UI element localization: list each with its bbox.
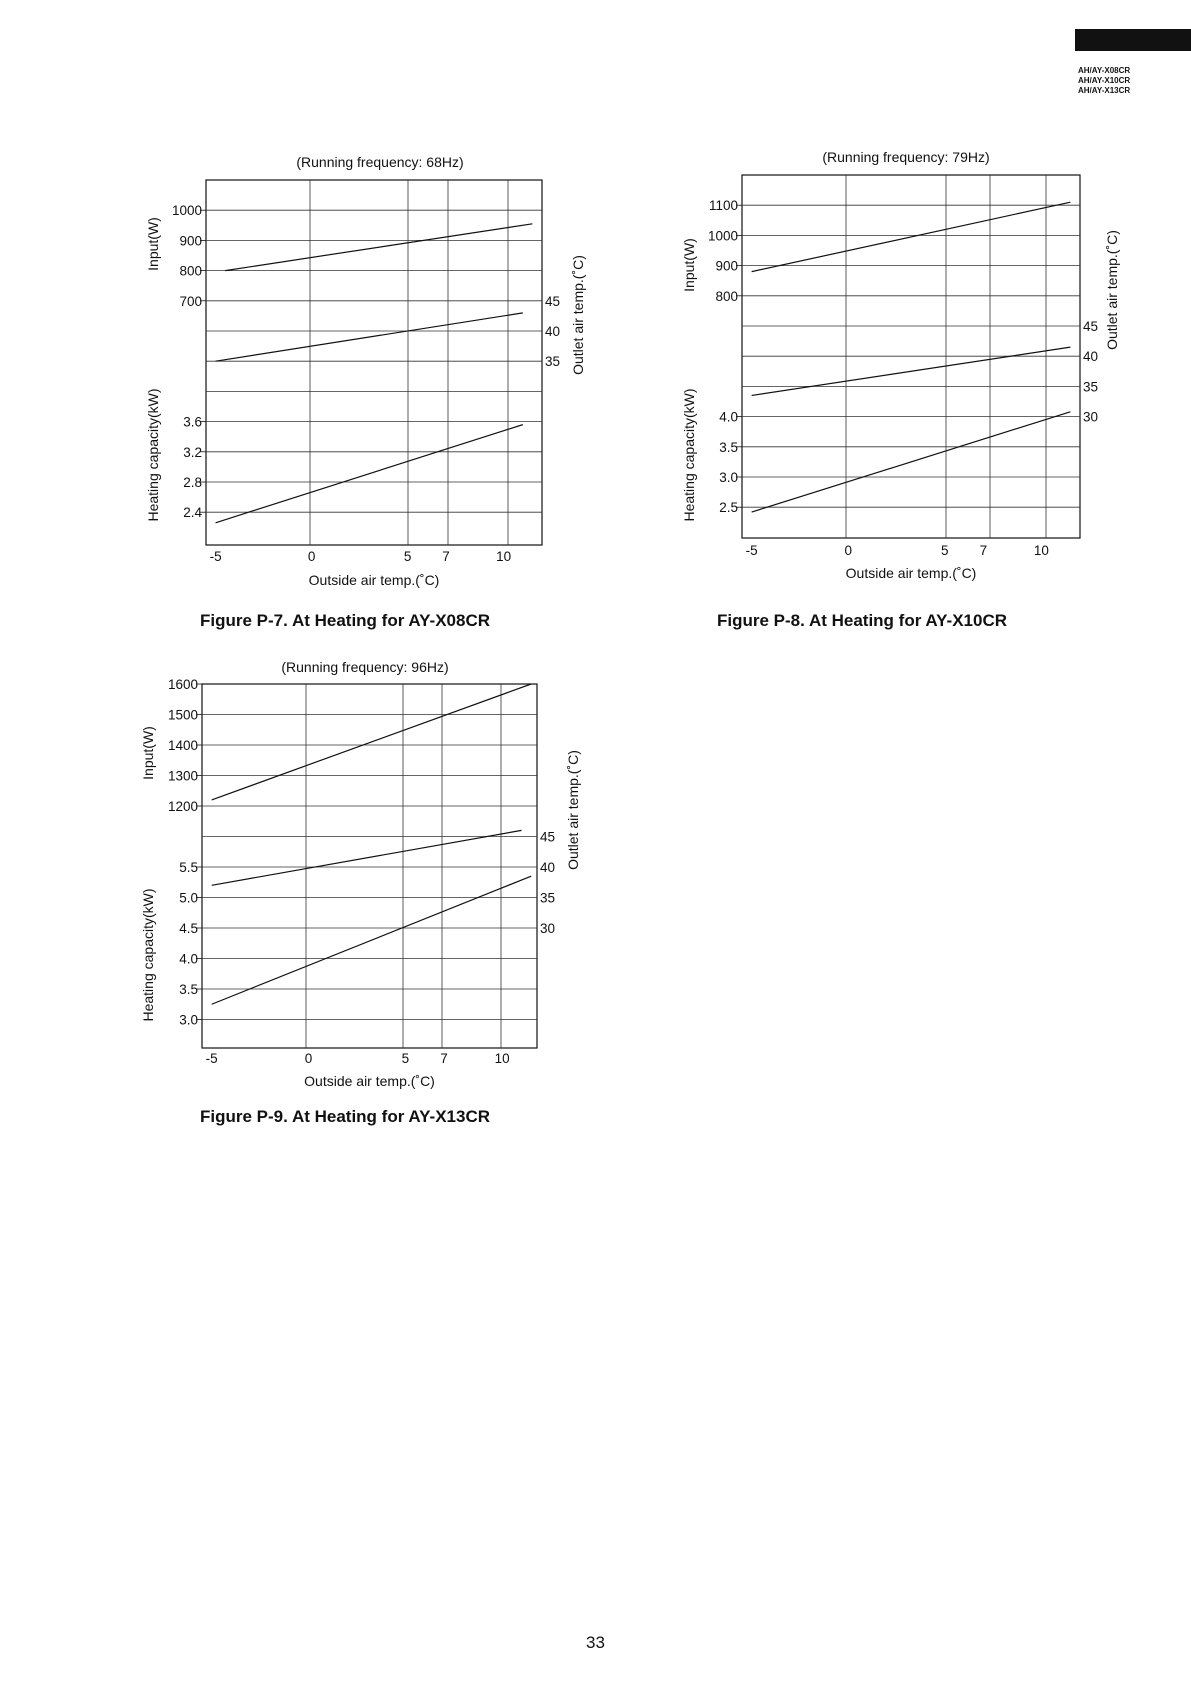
x-tick-label: 10 — [494, 1051, 510, 1066]
outlet-tick-label: 30 — [1083, 409, 1099, 425]
page-number: 33 — [586, 1633, 605, 1652]
input-tick-label: 800 — [715, 288, 738, 304]
input-tick-label: 1400 — [167, 738, 198, 753]
capacity-tick-label: 5.5 — [179, 860, 198, 875]
capacity-tick-label: 3.6 — [183, 414, 202, 430]
chart-title: (Running frequency: 79Hz) — [822, 149, 990, 165]
capacity-tick-label: 2.8 — [183, 475, 202, 490]
input-tick-label: 900 — [179, 233, 202, 249]
capacity-axis-label: Heating capacity(kW) — [140, 888, 156, 1022]
input-axis-label: Input(W) — [681, 238, 697, 292]
input-series-line — [752, 202, 1071, 271]
outlet-axis-label: Outlet air temp.(˚C) — [1104, 230, 1120, 350]
input-axis-label: Input(W) — [145, 217, 161, 271]
plot-frame — [206, 180, 542, 545]
capacity-axis-label: Heating capacity(kW) — [145, 388, 161, 522]
capacity-tick-label: 3.5 — [719, 439, 738, 455]
outlet-tick-label: 35 — [1083, 379, 1099, 395]
outlet-tick-label: 35 — [545, 354, 561, 370]
x-tick-label: -5 — [745, 543, 758, 558]
outlet-tick-label: 40 — [540, 860, 556, 875]
input-tick-label: 1200 — [167, 799, 198, 814]
input-tick-label: 1300 — [167, 768, 198, 784]
outlet-axis-label: Outlet air temp.(˚C) — [565, 750, 581, 870]
x-axis-label: Outside air temp.(˚C) — [308, 572, 440, 588]
x-tick-label: 0 — [304, 1051, 313, 1066]
capacity-tick-label: 2.4 — [183, 505, 202, 521]
capacity-tick-label: 3.5 — [179, 982, 198, 997]
plot-frame — [202, 684, 537, 1048]
capacity-tick-label: 4.0 — [179, 951, 198, 967]
x-tick-label: 0 — [844, 543, 852, 558]
outlet-tick-label: 40 — [1083, 349, 1099, 365]
input-tick-label: 700 — [179, 293, 202, 309]
input-tick-label: 1000 — [171, 203, 202, 219]
capacity-tick-label: 3.0 — [719, 470, 738, 485]
input-tick-label: 900 — [715, 258, 738, 274]
x-tick-label: 7 — [442, 549, 450, 564]
capacity-axis-label: Heating capacity(kW) — [681, 388, 697, 522]
figure-caption-p7: Figure P-7. At Heating for AY-X08CR — [200, 611, 490, 630]
model-label-2: AH/AY-X10CR — [1078, 76, 1131, 85]
x-tick-label: 10 — [1033, 543, 1049, 558]
input-series-line — [225, 224, 532, 271]
capacity-series-line — [752, 412, 1071, 512]
x-axis-label: Outside air temp.(˚C) — [845, 565, 977, 581]
outlet-series-line — [212, 830, 522, 885]
input-series-line — [212, 684, 532, 800]
capacity-series-line — [216, 425, 523, 523]
outlet-series-line — [216, 313, 523, 361]
figure-caption-p9: Figure P-9. At Heating for AY-X13CR — [200, 1107, 490, 1126]
model-label-3: AH/AY-X13CR — [1078, 86, 1131, 95]
x-tick-label: -5 — [205, 1051, 218, 1066]
chart-title: (Running frequency: 96Hz) — [281, 659, 449, 675]
capacity-tick-label: 3.0 — [179, 1012, 198, 1028]
x-tick-label: 7 — [440, 1051, 448, 1066]
outlet-tick-label: 40 — [545, 324, 561, 339]
outlet-tick-label: 45 — [1083, 319, 1099, 334]
x-axis-label: Outside air temp.(˚C) — [304, 1073, 435, 1089]
figure-caption-p8: Figure P-8. At Heating for AY-X10CR — [717, 611, 1007, 630]
x-tick-label: 5 — [403, 549, 412, 564]
capacity-tick-label: 4.5 — [179, 921, 198, 936]
x-tick-label: 0 — [307, 549, 316, 564]
x-tick-label: 5 — [401, 1051, 410, 1066]
outlet-axis-label: Outlet air temp.(˚C) — [570, 255, 586, 375]
x-tick-label: 10 — [496, 549, 512, 564]
chart-title: (Running frequency: 68Hz) — [296, 154, 464, 170]
outlet-series-line — [752, 347, 1071, 395]
input-tick-label: 800 — [179, 263, 202, 279]
chart-2 — [681, 149, 1120, 581]
capacity-tick-label: 4.0 — [719, 409, 738, 425]
input-tick-label: 1000 — [707, 228, 738, 244]
capacity-tick-label: 2.5 — [719, 500, 738, 516]
capacity-tick-label: 3.2 — [183, 444, 202, 460]
outlet-tick-label: 30 — [540, 921, 556, 936]
outlet-tick-label: 45 — [540, 829, 556, 845]
x-tick-label: 5 — [941, 543, 949, 558]
outlet-tick-label: 45 — [545, 293, 561, 309]
capacity-tick-label: 5.0 — [179, 890, 198, 906]
capacity-series-line — [212, 876, 532, 1004]
input-tick-label: 1500 — [167, 707, 198, 723]
input-tick-label: 1600 — [167, 677, 198, 692]
input-tick-label: 1100 — [708, 198, 738, 214]
outlet-tick-label: 35 — [540, 890, 556, 906]
chart-1 — [145, 154, 586, 588]
input-axis-label: Input(W) — [140, 726, 156, 780]
model-label-1: AH/AY-X08CR — [1078, 66, 1131, 75]
chart-3 — [140, 659, 581, 1089]
x-tick-label: -5 — [209, 549, 222, 564]
x-tick-label: 7 — [979, 543, 988, 558]
